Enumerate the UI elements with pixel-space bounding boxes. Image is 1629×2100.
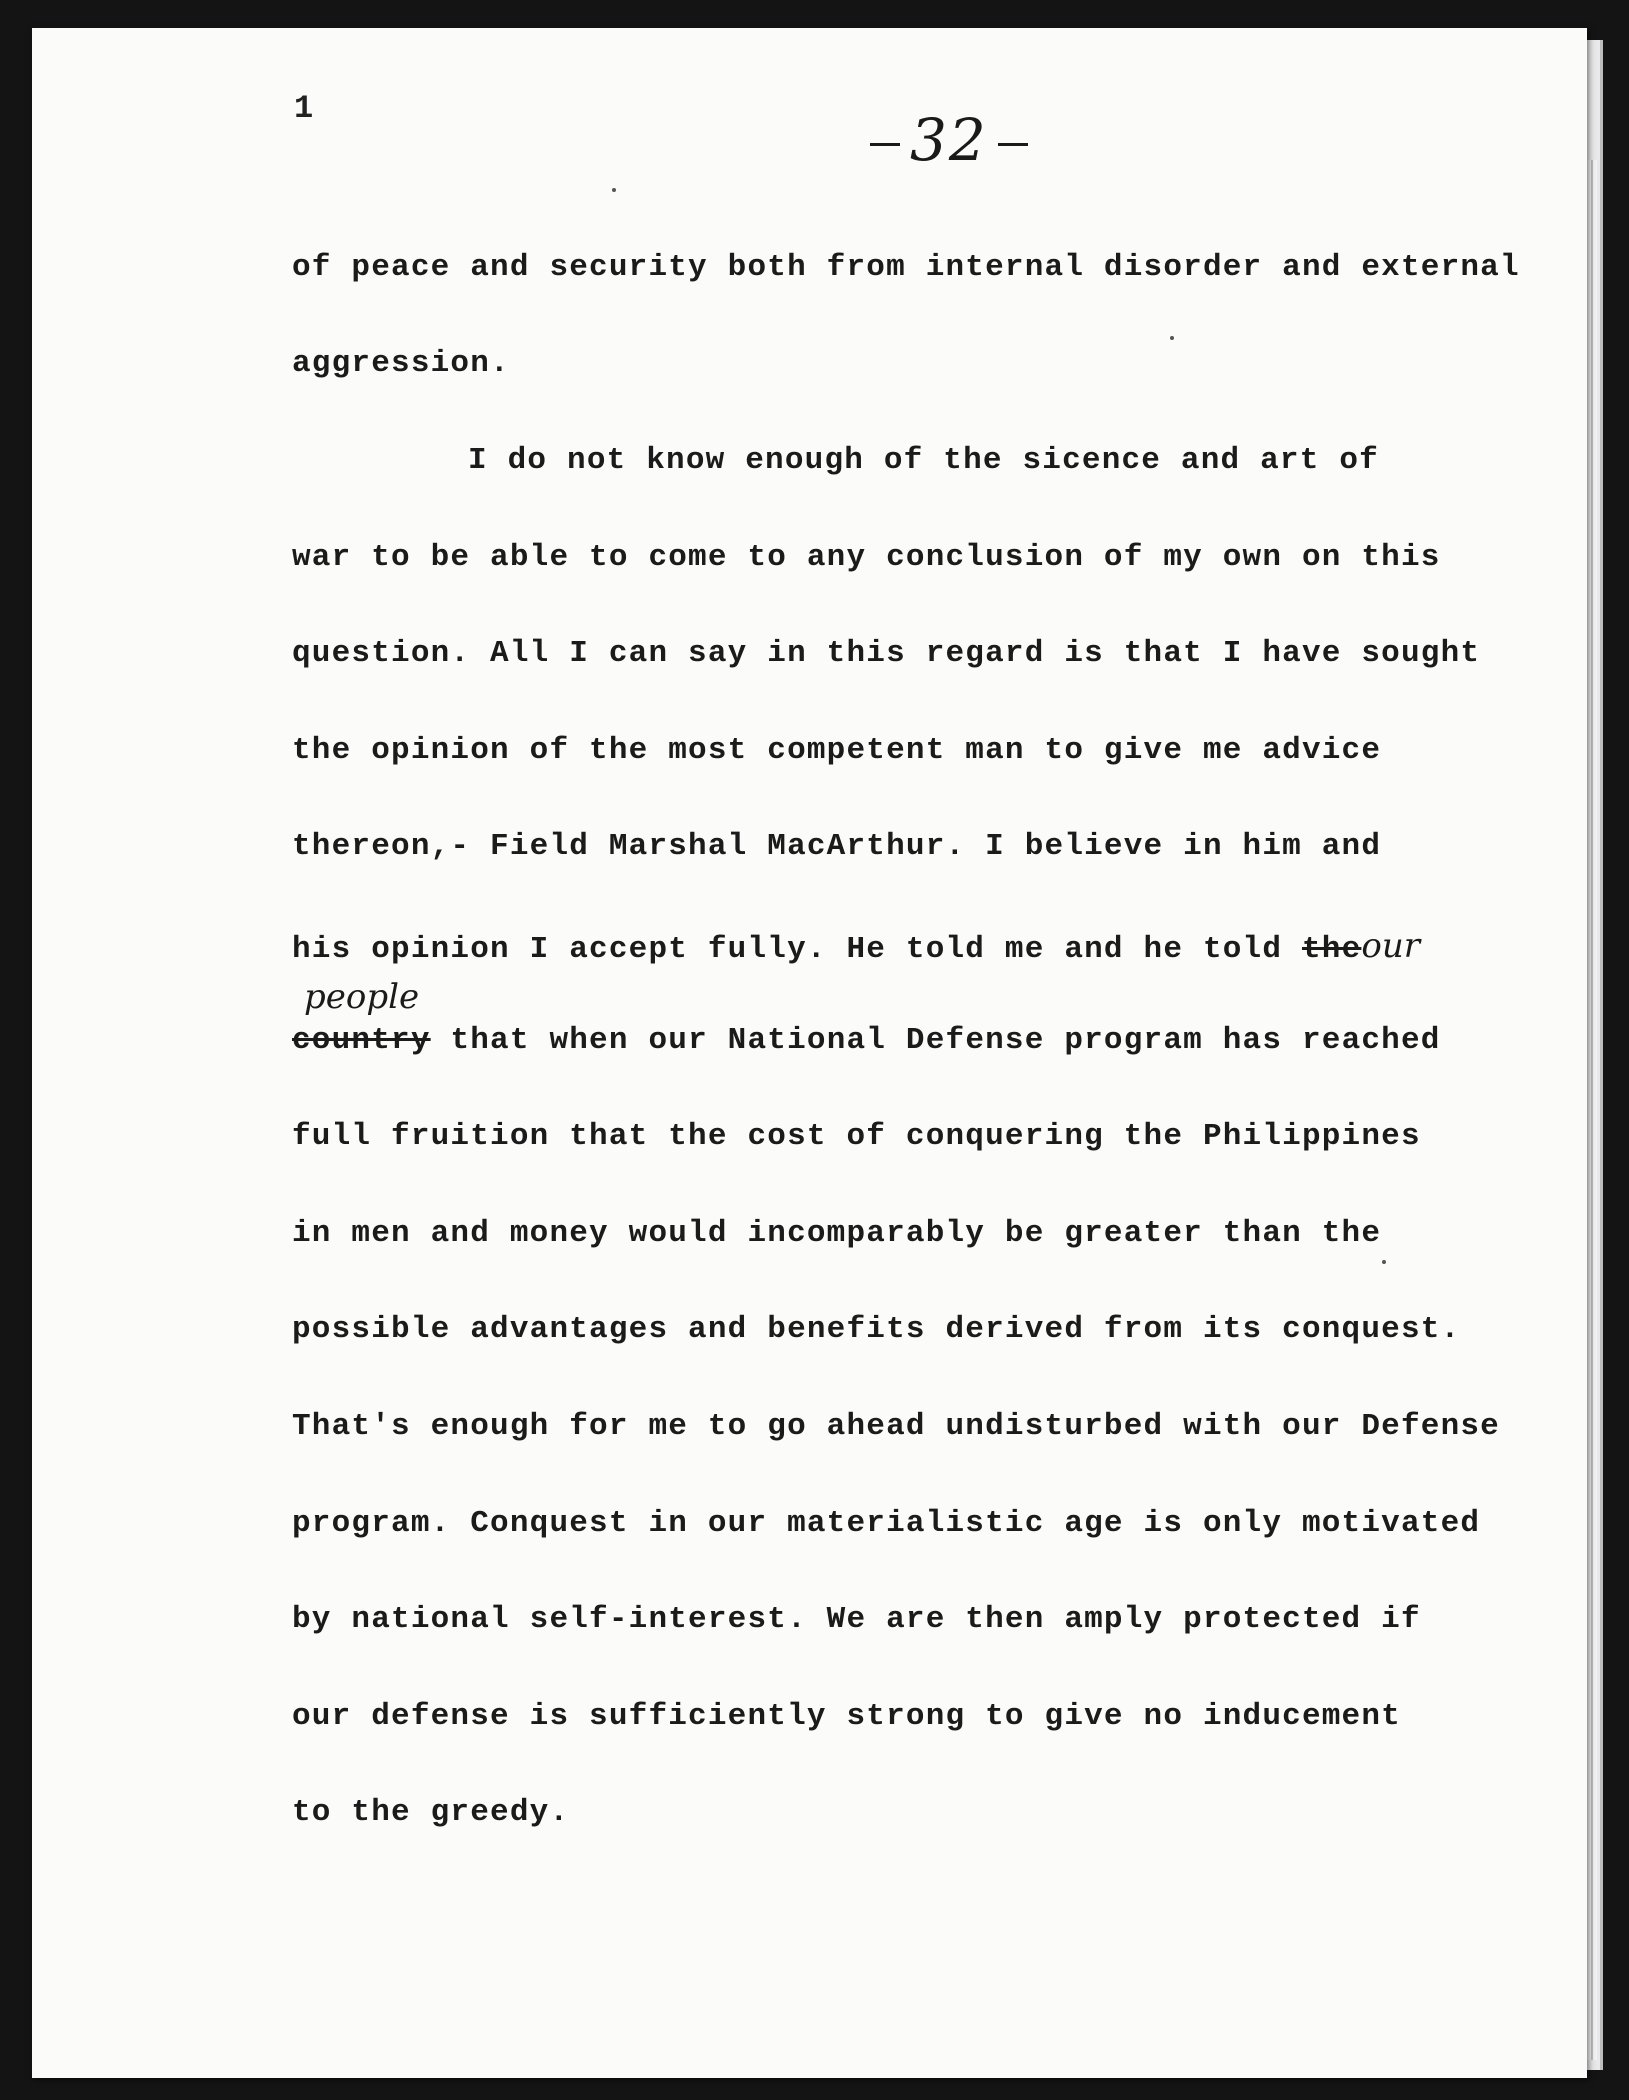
text-line: program. Conquest in our materialistic age is only motivated — [292, 1506, 1481, 1541]
line-text: that when our National Defense program has reached — [450, 1023, 1441, 1058]
text-line: in men and money would incomparably be greater than the — [292, 1216, 1382, 1251]
text-line — [292, 926, 1420, 967]
text-line: to the greedy. — [292, 1795, 570, 1830]
struck-word: the — [1301, 932, 1362, 967]
text-line: of peace and security both from internal disorder and external — [292, 250, 1520, 285]
ink-speck — [612, 188, 616, 192]
text-line: aggression. — [292, 346, 510, 381]
text-line: war to be able to come to any conclusion of my own on this — [292, 540, 1441, 575]
handwritten-page-number: 32 — [860, 106, 1038, 174]
handwritten-insertion: people — [304, 977, 420, 1017]
correction-group — [292, 977, 450, 1058]
text-line: full fruition that the cost of conquering the Philippines — [292, 1119, 1421, 1154]
text-line: question. All I can say in this regard is that I have sought — [292, 636, 1481, 671]
text-line: our defense is sufficiently strong to give no inducement — [292, 1699, 1401, 1734]
text-line: thereon,- Field Marshal MacArthur. I believe in him and — [292, 829, 1382, 864]
ink-speck — [1382, 1260, 1386, 1264]
text-line: by national self-interest. We are then amply protected if — [292, 1602, 1421, 1637]
text-line — [292, 977, 1441, 1058]
ink-speck — [1170, 336, 1174, 340]
document-page — [32, 28, 1587, 2078]
struck-word: country — [292, 1023, 431, 1058]
handwritten-insertion: our — [1361, 926, 1421, 966]
text-line: possible advantages and benefits derived from its conquest. — [292, 1312, 1461, 1347]
text-line: That's enough for me to go ahead undisturbed with our Defense — [292, 1409, 1500, 1444]
text-line: I do not know enough of the sicence and art of — [468, 443, 1379, 478]
typed-page-number: 1 — [294, 90, 314, 127]
line-text: his opinion I accept fully. He told me and he told — [292, 932, 1302, 967]
text-line: the opinion of the most competent man to give me advice — [292, 733, 1382, 768]
